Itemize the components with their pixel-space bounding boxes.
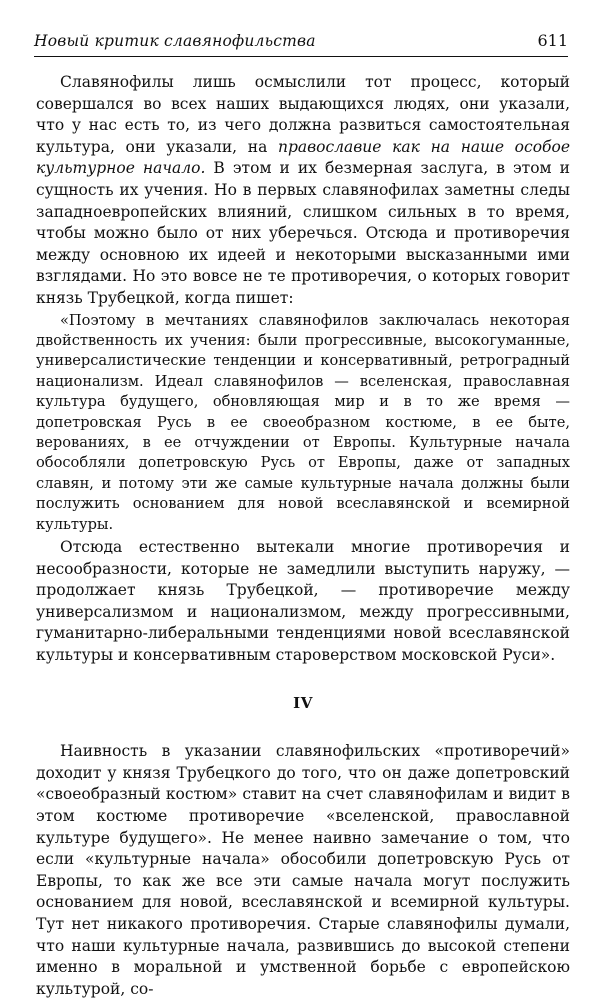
paragraph-text: Славянофилы лишь осмыслили тот процесс, который совершался во всех наших выдающихся людях, они указали, что у нас есть то, из чего должна развиться самостоятельная культура, они указали, на	[36, 73, 570, 156]
section-heading: IV	[293, 693, 313, 712]
emphasized-text: православие как на наше особое культурное начало.	[36, 137, 570, 178]
page-number: 611	[537, 31, 568, 50]
paragraph: Отсюда естественно вытекали многие противоречия и несообразности, которые не замедлили выступить наружу, — продолжает князь Трубецкой, — противоречие между универсализмом и национализмом, между прогрессивными, гуманитарно-либеральными тенденциями новой всеславянской культуры и консервативным староверством московской Руси».	[36, 538, 570, 664]
running-title: Новый критик славянофильства	[34, 32, 316, 50]
running-header	[34, 26, 568, 57]
page-body	[36, 72, 570, 1000]
paragraph	[36, 72, 570, 310]
paragraph-text: В этом и их безмерная заслуга, в этом и сущность их учения. Но в первых славянофилах заметны следы западноевропейских влияний, слишком сильных в то время, чтобы можно было от них уберечься. Отсюда и противоречия между основною их идеей и некоторыми высказанными ими взглядами. Но это вовсе не те противоречия, о которых говорит князь Трубецкой, когда пишет:	[36, 159, 570, 307]
block-quote: «Поэтому в мечтаниях славянофилов заключалась некоторая двойственность их учения: были прогрессивные, высокогуманные, универсалистические тенденции и консервативный, ретроградный национализм. Идеал славянофилов — вселенская, православная культура будущего, обновляющая мир и в то же время — допетровская Русь в ее своеобразном костюме, в ее быте, верованиях, в ее отчуждении от Европы. Культурные начала обособляли допетровскую Русь от Европы, даже от западных славян, и потому эти же самые культурные начала должны были послужить основанием для новой всеславянской и всемирной культуры.	[36, 311, 570, 533]
paragraph: Наивность в указании славянофильских «противоречий» доходит у князя Трубецкого до того, что он даже допетровский «своеобразный костюм» ставит на счет славянофилам и видит в этом костюме противоречие «вселенской, православной культуре будущего». Не менее наивно замечание о том, что если «культурные начала» обособили допетровскую Русь от Европы, то как же все эти самые начала могут послужить основанием для новой, всеславянской и всемирной культуры. Тут нет никакого противоречия. Старые славянофилы думали, что наши культурные начала, развившись до высокой степени именно в моральной и умственной борьбе с европейскою культурой, со-	[36, 742, 570, 998]
